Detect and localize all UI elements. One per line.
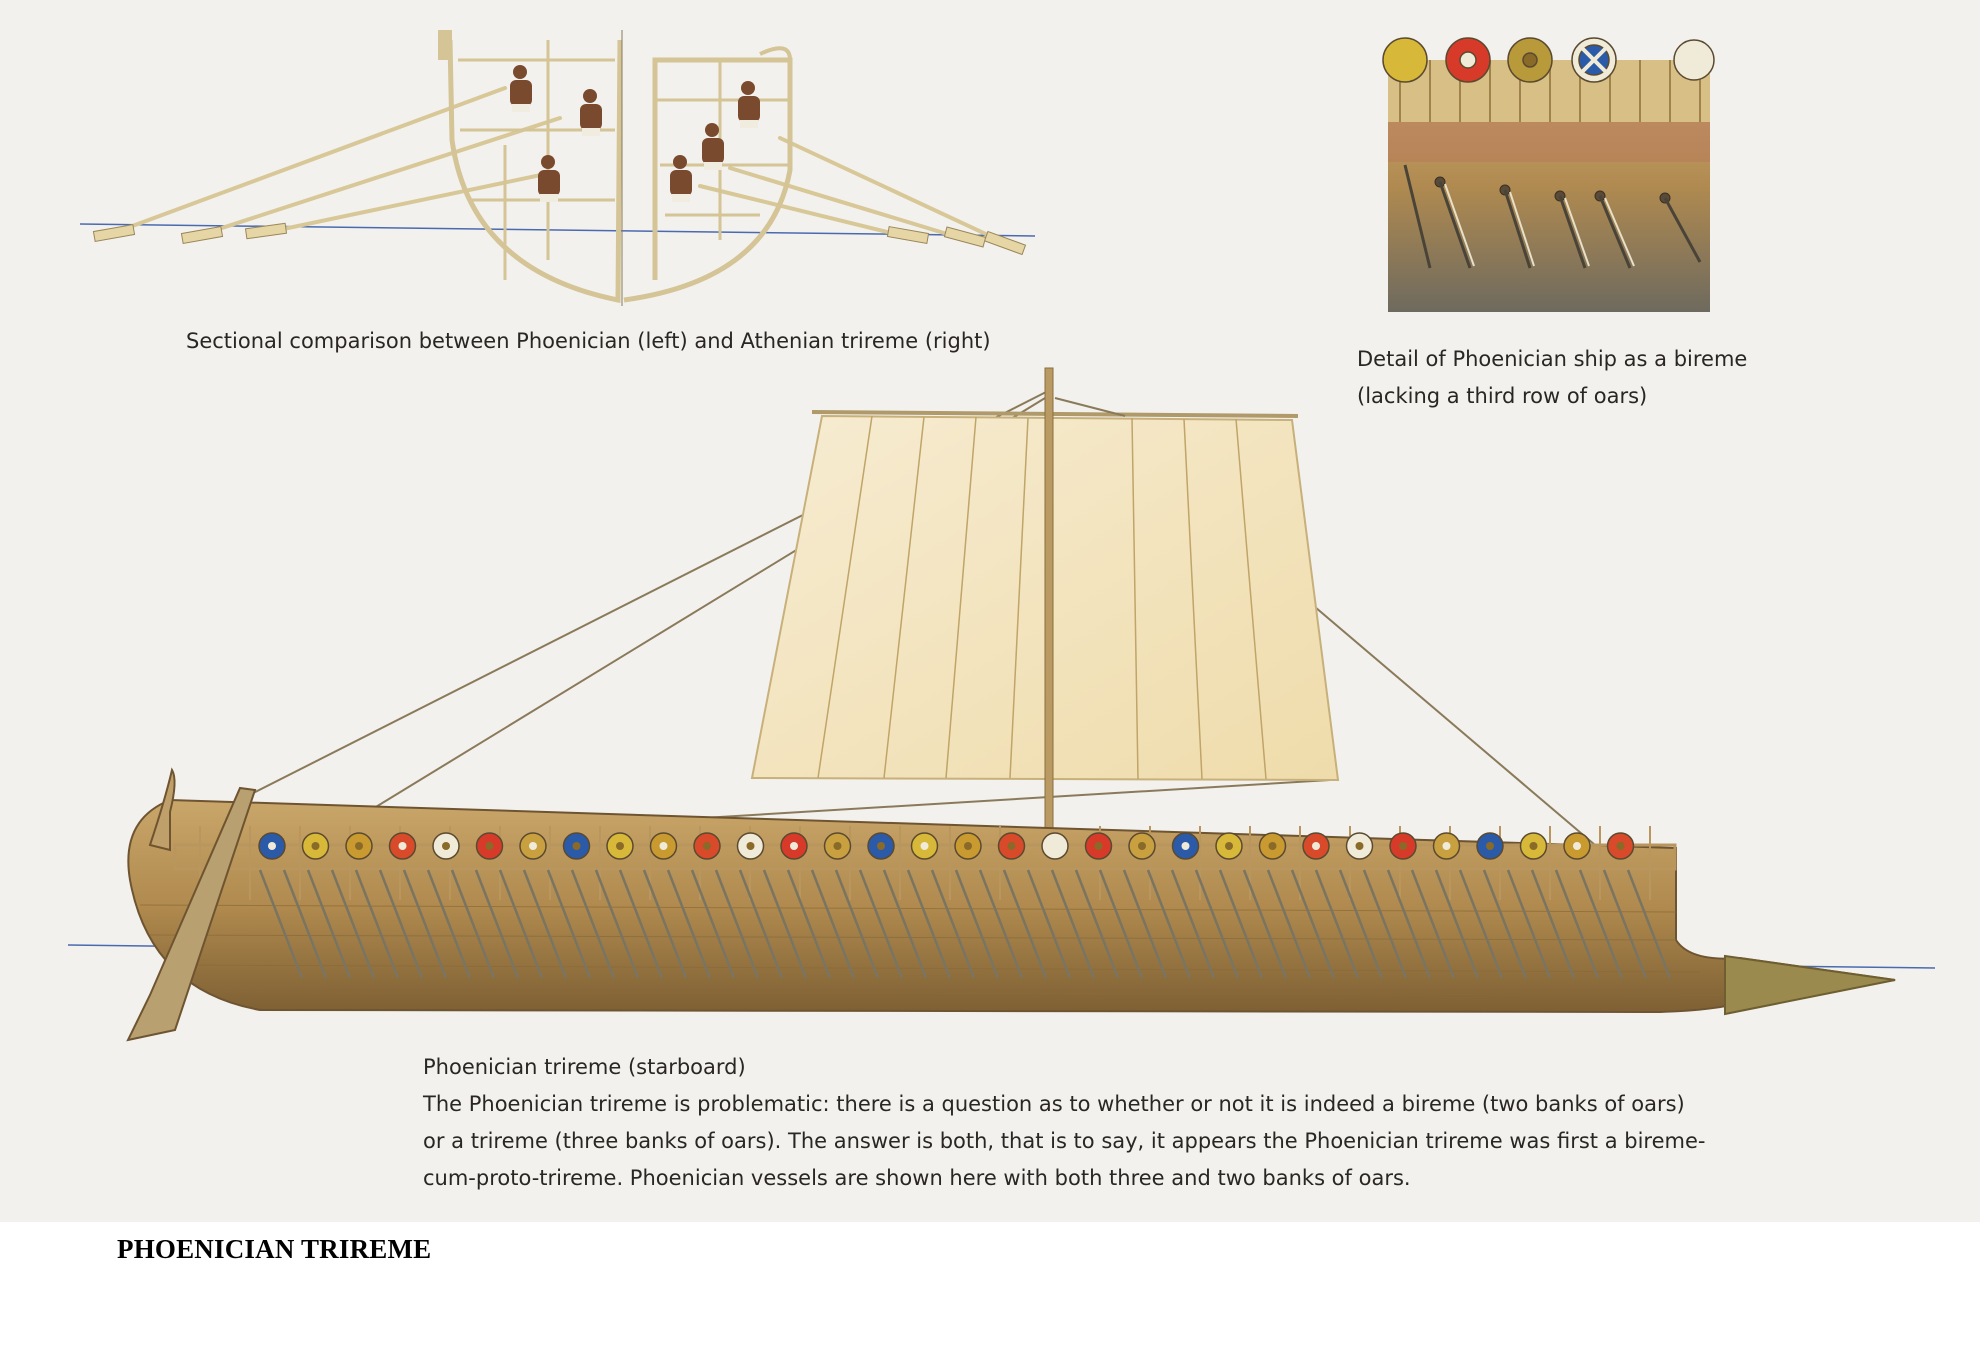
detail-caption bbox=[1357, 341, 1747, 415]
shield-boss bbox=[1138, 842, 1146, 850]
detail-caption-line-2: (lacking a third row of oars) bbox=[1357, 384, 1648, 408]
shield-boss bbox=[486, 842, 494, 850]
main-caption bbox=[423, 1049, 1705, 1197]
shield-boss bbox=[1182, 842, 1190, 850]
shield-boss bbox=[616, 842, 624, 850]
page-title: PHOENICIAN TRIREME bbox=[117, 1234, 432, 1264]
shield-boss bbox=[747, 842, 755, 850]
shield-boss bbox=[703, 842, 711, 850]
shield-boss bbox=[1051, 842, 1059, 850]
shield-boss bbox=[1486, 842, 1494, 850]
shield-boss bbox=[1530, 842, 1538, 850]
ram bbox=[1725, 956, 1895, 1014]
section-caption: Sectional comparison between Phoenician (left) and Athenian trireme (right) bbox=[186, 329, 991, 353]
shield-boss bbox=[355, 842, 363, 850]
shield-boss bbox=[442, 842, 450, 850]
shield-boss bbox=[1095, 842, 1103, 850]
shield-boss bbox=[660, 842, 668, 850]
shield-boss bbox=[964, 842, 972, 850]
shield-boss bbox=[312, 842, 320, 850]
shield-boss bbox=[1225, 842, 1233, 850]
main-trireme-drawing bbox=[68, 368, 1935, 1040]
shield-boss bbox=[1399, 842, 1407, 850]
section-oar-blades bbox=[93, 223, 1025, 254]
shield-boss bbox=[834, 842, 842, 850]
shield-boss bbox=[1312, 842, 1320, 850]
shield-boss bbox=[1356, 842, 1364, 850]
shield-boss bbox=[1617, 842, 1625, 850]
shield-boss bbox=[573, 842, 581, 850]
shield-boss bbox=[1269, 842, 1277, 850]
shield-boss bbox=[877, 842, 885, 850]
shield-boss bbox=[1443, 842, 1451, 850]
bireme-detail-drawing bbox=[1383, 38, 1714, 312]
detail-caption-line-1: Detail of Phoenician ship as a bireme bbox=[1357, 347, 1748, 371]
main-caption-line-1: The Phoenician trireme is problematic: there is a question as to whether or not it is indeed a bireme (two banks of oars) bbox=[423, 1092, 1685, 1116]
shield-boss bbox=[399, 842, 407, 850]
sectional-comparison-drawing bbox=[80, 30, 1035, 306]
main-caption-title: Phoenician trireme (starboard) bbox=[423, 1055, 746, 1079]
main-caption-line-3: cum-proto-trireme. Phoenician vessels are shown here with both three and two banks of oars. bbox=[423, 1166, 1411, 1190]
sail-yard bbox=[812, 412, 1298, 416]
shield-boss bbox=[1008, 842, 1016, 850]
shield-boss bbox=[1573, 842, 1581, 850]
main-caption-line-2: or a trireme (three banks of oars). The answer is both, that is to say, it appears the Phoenician trireme was first a bireme- bbox=[423, 1129, 1706, 1153]
shield-boss bbox=[529, 842, 537, 850]
shield-boss bbox=[921, 842, 929, 850]
shield-boss bbox=[790, 842, 798, 850]
shield-boss bbox=[268, 842, 276, 850]
